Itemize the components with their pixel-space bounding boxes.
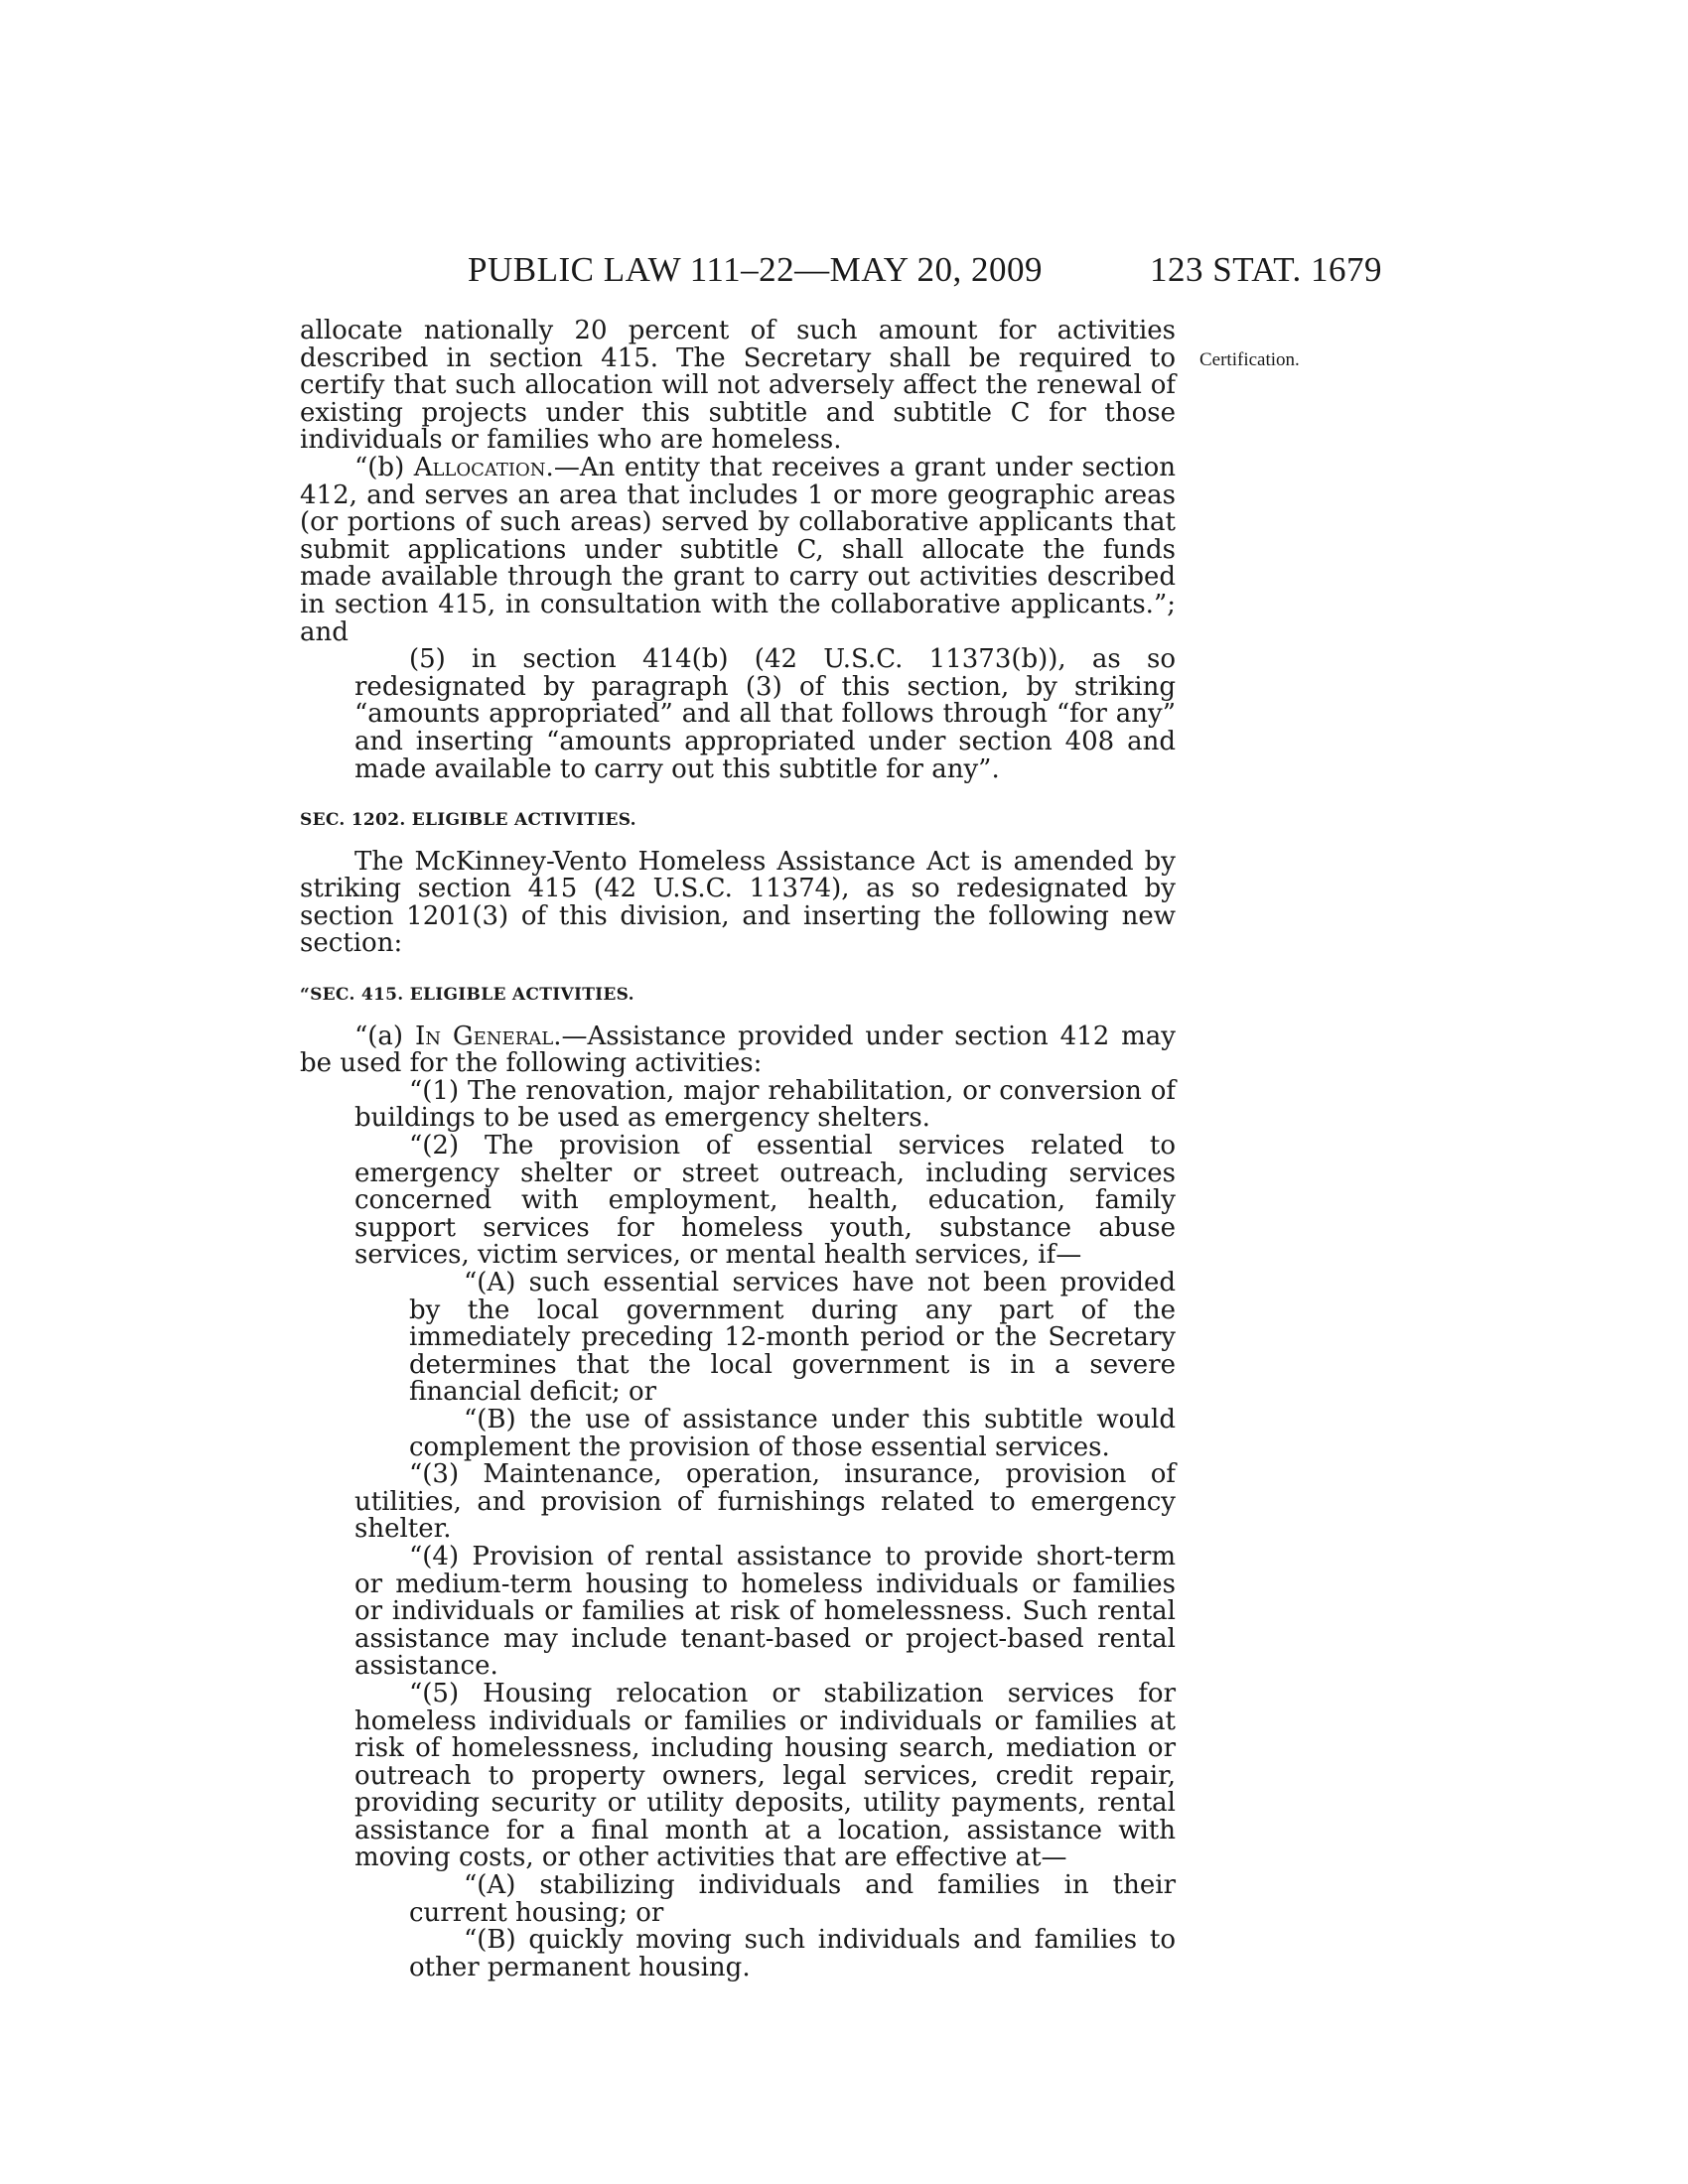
paragraph-continuation: allocate nationally 20 percent of such amount for activities described in section 415. The Secretary shall be required to certify that such allocation will not adversely affect the renewal of existing projects under this subtitle and subtitle C for those individuals or families who are homeless. — [300, 316, 1176, 456]
section-415-heading: “SEC. 415. ELIGIBLE ACTIVITIES. — [300, 985, 634, 1006]
paragraph-b-allocation — [300, 452, 1176, 647]
paragraph-a-open: “(a) — [354, 1021, 415, 1051]
paragraph-amendment-intro: The McKinney-Vento Homeless Assistance Act is amended by striking section 415 (42 U.S.C. 11374), as so redesignated by section 1201(3) of this division, and inserting the following new section: — [300, 846, 1176, 959]
activity-2-B: “(B) the use of assistance under this subtitle would complement the provision of those essential services. — [409, 1404, 1176, 1462]
allocation-text: —An entity that receives a grant under section 412, and serves an area that includes 1 or more geographic areas (or portions of such areas) served by collaborative applicants that submit applications under subtitle C, shall allocate the funds made available through the grant to carry out activities described in section 415, in consultation with the collaborative applicants.”; and — [300, 452, 1176, 647]
allocation-heading: Allocation. — [413, 452, 554, 482]
activity-3: “(3) Maintenance, operation, insurance, provision of utilities, and provision of furnishings related to emergency shelter. — [354, 1459, 1176, 1545]
activity-1: “(1) The renovation, major rehabilitation, or conversion of buildings to be used as emergency shelters. — [354, 1075, 1176, 1134]
section-1202-heading: SEC. 1202. ELIGIBLE ACTIVITIES. — [300, 810, 636, 831]
paragraph-b-open: “(b) — [354, 452, 414, 482]
margin-note: Certification. — [1199, 349, 1300, 370]
activity-2-A: “(A) such essential services have not been provided by the local government during any part of the immediately preceding 12-month period or the Secretary determines that the local government is in a severe financial deficit; or — [409, 1268, 1176, 1408]
in-general-text: —Assistance provided under section 412 may be used for the following activities: — [300, 1021, 1176, 1079]
activity-4: “(4) Provision of rental assistance to provide short-term or medium-term housing to homeless individuals or families or individuals or families at risk of homelessness. Such rental assistance may include tenant-based or project-based rental assistance. — [354, 1541, 1176, 1682]
activity-5-A: “(A) stabilizing individuals and families in their current housing; or — [409, 1870, 1176, 1928]
running-header-title: PUBLIC LAW 111–22—MAY 20, 2009 — [468, 250, 1044, 289]
activity-5-B: “(B) quickly moving such individuals and families to other permanent housing. — [409, 1925, 1176, 1982]
statute-body — [300, 318, 1176, 1981]
page-citation: 123 STAT. 1679 — [1150, 250, 1382, 289]
paragraph-a-in-general — [300, 1021, 1176, 1079]
paragraph-5-amendment: (5) in section 414(b) (42 U.S.C. 11373(b)), as so redesignated by paragraph (3) of this section, by striking “amounts appropriated” and all that follows through “for any” and inserting “amounts appropriated under section 408 and made available to carry out this subtitle for any”. — [354, 644, 1176, 784]
activity-2: “(2) The provision of essential services related to emergency shelter or street outreach, including services concerned with employment, health, education, family support services for homeless youth, substance abuse services, victim services, or mental health services, if— — [354, 1131, 1176, 1271]
activity-5: “(5) Housing relocation or stabilization services for homeless individuals or families or individuals or families at risk of homelessness, including housing search, mediation or outreach to property owners, legal services, credit repair, providing security or utility deposits, utility payments, rental assistance for a final month at a location, assistance with moving costs, or other activities that are effective at— — [354, 1678, 1176, 1873]
in-general-heading: In General. — [414, 1021, 562, 1051]
